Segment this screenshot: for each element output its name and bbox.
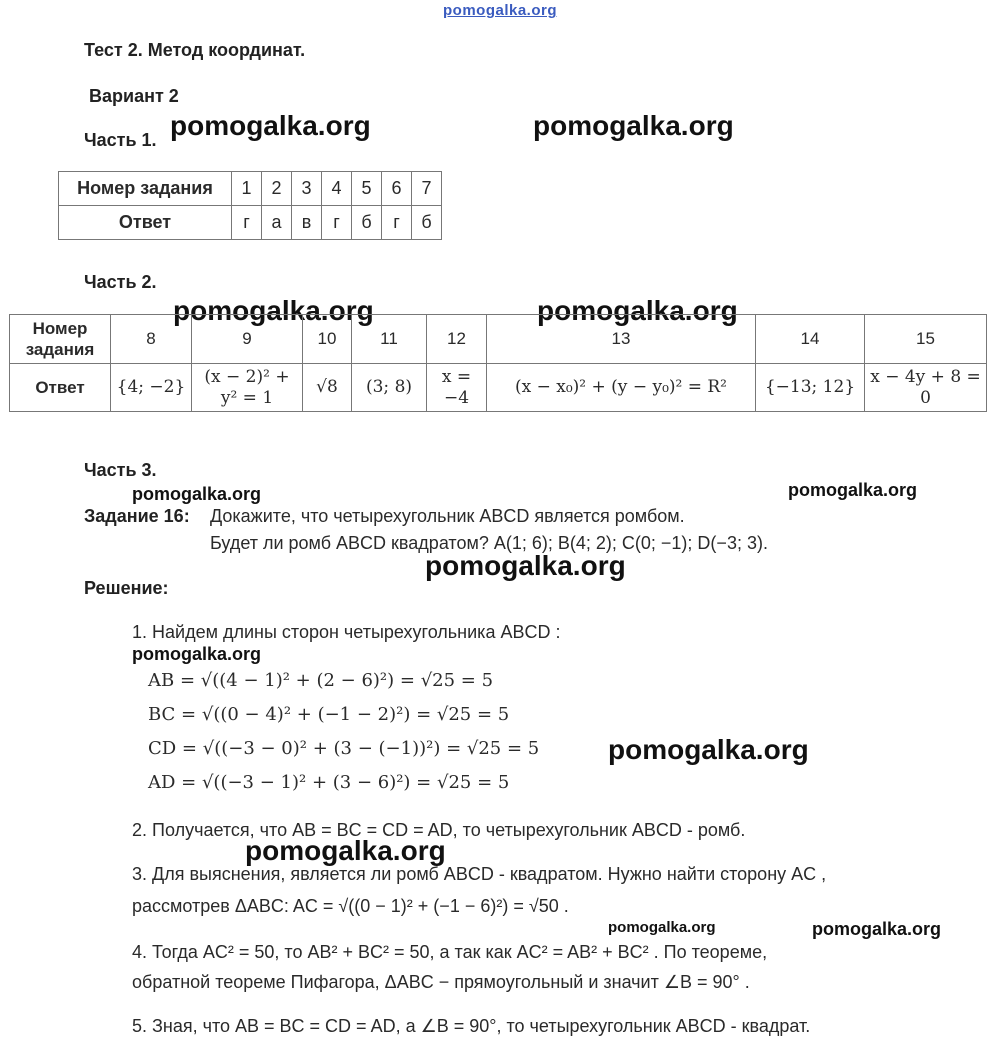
answer-cell: г (322, 206, 352, 240)
solution-step-2: 2. Получается, что AB = BC = CD = AD, то четырехугольник ABCD - ромб. (132, 820, 746, 840)
table-row (59, 206, 442, 240)
solution-step-4-line2: обратной теореме Пифагора, ΔABC − прямоугольный и значит ∠B = 90° . (132, 972, 750, 992)
task-number-cell: 14 (756, 315, 865, 364)
watermark: pomogalka.org (608, 919, 716, 936)
equation-ab: AB = √((4 − 1)² + (2 − 6)²) = √25 = 5 (148, 670, 494, 691)
task-number-cell: 15 (865, 315, 987, 364)
table-header-cell: Номер задания (59, 172, 232, 206)
task-number-cell: 12 (427, 315, 487, 364)
table-row (10, 364, 987, 412)
task-number-cell: 11 (352, 315, 427, 364)
table-header-cell: Ответ (59, 206, 232, 240)
watermark: pomogalka.org (533, 110, 734, 141)
watermark: pomogalka.org (812, 919, 942, 939)
watermark: pomogalka.org (608, 734, 809, 765)
answer-cell: x − 4y + 8 = 0 (865, 364, 987, 412)
watermark: pomogalka.org (173, 295, 374, 326)
watermark: pomogalka.org (245, 835, 446, 866)
watermark: pomogalka.org (132, 484, 262, 504)
answer-cell: x = −4 (427, 364, 487, 412)
page-title: Тест 2. Метод координат. (84, 40, 306, 60)
solution-step-4-line1: 4. Тогда AC² = 50, то AB² + BC² = 50, а так как AC² = AB² + BC² . По теореме, (132, 942, 768, 962)
task-number-cell: 3 (292, 172, 322, 206)
watermark: pomogalka.org (788, 480, 918, 500)
part3-heading: Часть 3. (84, 460, 157, 480)
header-line: задания (25, 340, 95, 359)
task-number-cell: 1 (232, 172, 262, 206)
task-number-cell: 13 (487, 315, 756, 364)
task16-text-line1: Докажите, что четырехугольник ABCD является ромбом. (210, 506, 685, 526)
task-number-cell: 7 (412, 172, 442, 206)
answer-cell: б (352, 206, 382, 240)
answer-cell: г (382, 206, 412, 240)
answer-cell: (3; 8) (352, 364, 427, 412)
task-number-cell: 9 (192, 315, 303, 364)
header-line: Номер (32, 319, 88, 338)
table-row (59, 172, 442, 206)
task-number-cell: 5 (352, 172, 382, 206)
watermark: pomogalka.org (425, 550, 626, 581)
table-header-cell: Ответ (10, 364, 111, 412)
watermark: pomogalka.org (537, 295, 738, 326)
task-number-cell: 4 (322, 172, 352, 206)
task-number-cell: 10 (303, 315, 352, 364)
solution-heading: Решение: (84, 578, 169, 598)
solution-step-1: 1. Найдем длины сторон четырехугольника ABCD : (132, 622, 561, 642)
watermark: pomogalka.org (132, 644, 262, 664)
part2-answer-table (9, 314, 987, 412)
equation-cd: CD = √((−3 − 0)² + (3 − (−1))²) = √25 = 5 (148, 738, 540, 759)
solution-step-5: 5. Зная, что AB = BC = CD = AD, а ∠B = 90°, то четырехугольник ABCD - квадрат. (132, 1016, 811, 1036)
table-header-cell (10, 315, 111, 364)
answer-cell: (x − 2)² + y² = 1 (192, 364, 303, 412)
task-number-cell: 6 (382, 172, 412, 206)
answer-cell: {4; −2} (111, 364, 192, 412)
part1-answer-table (58, 171, 442, 240)
solution-step-3-line2: рассмотрев ΔABC: AC = √((0 − 1)² + (−1 − 6)²) = √50 . (132, 896, 569, 916)
variant-heading: Вариант 2 (89, 86, 179, 106)
site-header-link[interactable]: pomogalka.org (443, 2, 558, 19)
solution-step-3-line1: 3. Для выяснения, является ли ромб ABCD - квадратом. Нужно найти сторону AC , (132, 864, 827, 884)
part2-heading: Часть 2. (84, 272, 157, 292)
answer-cell: а (262, 206, 292, 240)
part1-heading: Часть 1. (84, 130, 157, 150)
task-number-cell: 8 (111, 315, 192, 364)
equation-bc: BC = √((0 − 4)² + (−1 − 2)²) = √25 = 5 (148, 704, 510, 725)
table-row (10, 315, 987, 364)
task-number-cell: 2 (262, 172, 292, 206)
task16-text-line2: Будет ли ромб ABCD квадратом? A(1; 6); B(4; 2); C(0; −1); D(−3; 3). (210, 533, 768, 553)
answer-cell: г (232, 206, 262, 240)
task16-label: Задание 16: (84, 506, 190, 526)
watermark: pomogalka.org (170, 110, 371, 141)
equation-ad: AD = √((−3 − 1)² + (3 − 6)²) = √25 = 5 (148, 772, 510, 793)
answer-cell: {−13; 12} (756, 364, 865, 412)
answer-cell: б (412, 206, 442, 240)
answer-cell: √8 (303, 364, 352, 412)
answer-cell: в (292, 206, 322, 240)
answer-cell: (x − x₀)² + (y − y₀)² = R² (487, 364, 756, 412)
